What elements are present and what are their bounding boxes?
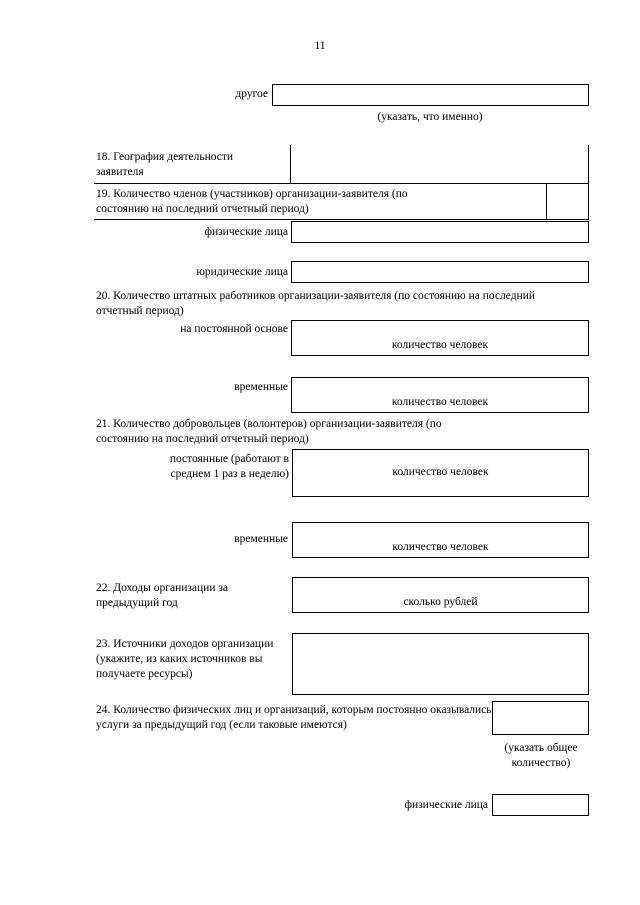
q20-permanent-label: на постоянной основе xyxy=(180,323,288,335)
q20-permanent-input[interactable] xyxy=(291,320,589,356)
q21-permanent-label: постоянные (работают в среднем 1 раз в неделю) xyxy=(169,453,289,480)
q24-individuals-label: физические лица xyxy=(404,799,488,811)
q22-hint: сколько рублей xyxy=(403,596,478,608)
q18-title: 18. География деятельности заявителя xyxy=(96,151,234,178)
other-caption: (указать, что именно) xyxy=(377,111,483,123)
q21-temporary-hint: количество человек xyxy=(392,541,489,553)
q19-legal-input[interactable] xyxy=(291,261,589,283)
q23-title: 23. Источники доходов организации (укажите, из каких источников вы получаете ресурсы) xyxy=(96,638,274,680)
q22-input[interactable] xyxy=(292,577,589,613)
q24-total-caption: (указать общее количество) xyxy=(504,742,578,769)
q18-value[interactable] xyxy=(291,146,587,182)
q21-permanent-hint: количество человек xyxy=(392,466,489,478)
q21-title: 21. Количество добровольцев (волонтеров) организации-заявителя (по состоянию на последний отчетный период) xyxy=(96,418,442,445)
q19-individuals-input[interactable] xyxy=(291,221,589,243)
q19-bottom-rule xyxy=(94,219,589,220)
q19-individuals-label: физические лица xyxy=(204,226,288,238)
q24-title: 24. Количество физических лиц и организаций, которым постоянно оказывались услуги за предыдущий год (если таковые имеются) xyxy=(96,704,492,731)
q20-temporary-input[interactable] xyxy=(291,377,589,413)
q19-title: 19. Количество членов (участников) организации-заявителя (по состоянию на последний отчетный период) xyxy=(96,188,408,215)
q20-title: 20. Количество штатных работников организации-заявителя (по состоянию на последний отчетный период) xyxy=(96,290,536,317)
q20-permanent-hint: количество человек xyxy=(391,339,489,351)
q20-temporary-label: временные xyxy=(234,381,288,393)
q21-temporary-input[interactable] xyxy=(292,522,589,558)
q23-input[interactable] xyxy=(292,633,589,695)
q21-permanent-input[interactable] xyxy=(292,449,589,497)
q24-total-input[interactable] xyxy=(492,701,589,735)
q19-legal-label: юридические лица xyxy=(196,266,288,278)
q18-bottom-rule xyxy=(94,183,589,184)
q19-total-input[interactable] xyxy=(547,184,587,218)
q24-individuals-input[interactable] xyxy=(492,794,589,816)
page-number: 11 xyxy=(314,40,326,52)
q21-temporary-label: временные xyxy=(234,533,288,545)
other-label: другое xyxy=(235,88,268,100)
q22-title: 22. Доходы организации за предыдущий год xyxy=(96,582,229,609)
other-input[interactable] xyxy=(272,84,589,106)
table-right-border xyxy=(588,145,589,219)
q20-temporary-hint: количество человек xyxy=(391,396,489,408)
